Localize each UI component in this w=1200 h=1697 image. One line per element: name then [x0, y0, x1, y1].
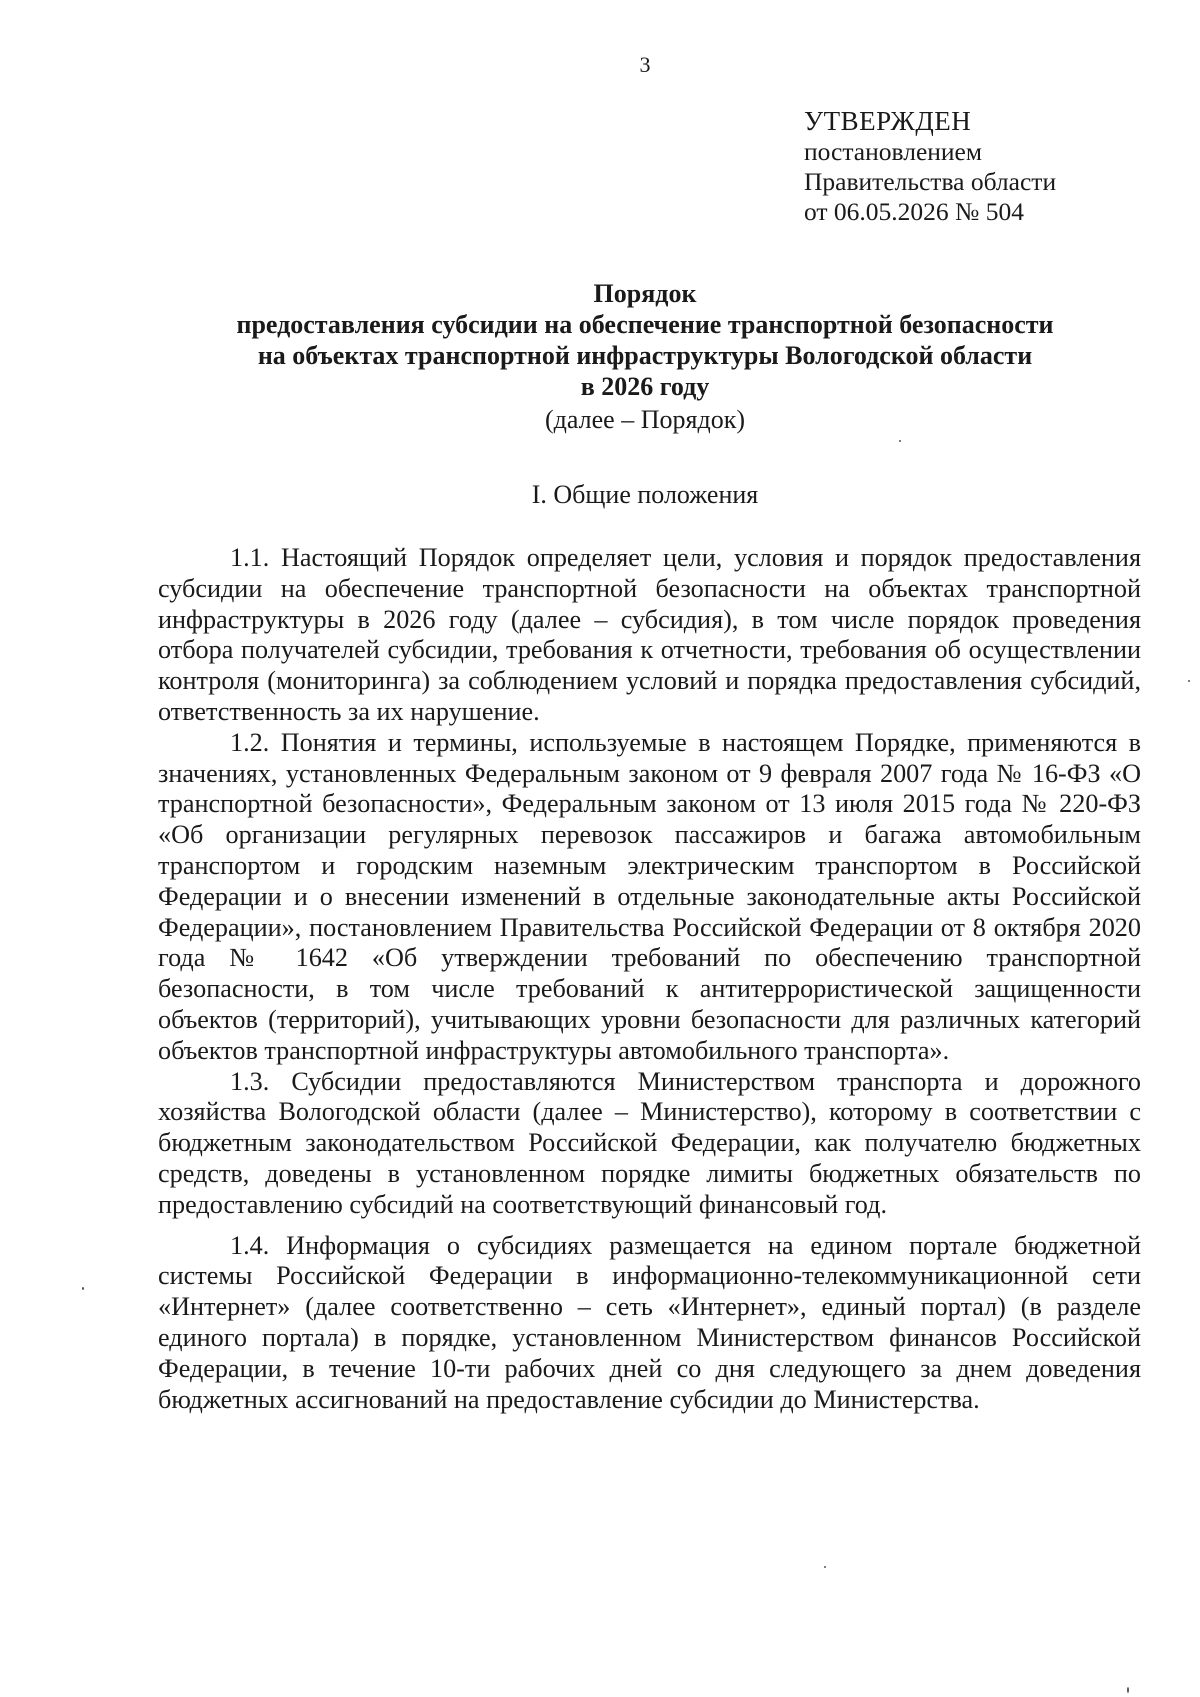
title-line: Порядок [593, 279, 697, 308]
approval-heading: УТВЕРЖДЕН [804, 106, 972, 136]
paragraph: 1.3. Субсидии предоставляются Министерством транспорта и дорожного хозяйства Вологодской области (далее – Министерство), которому в соответствии с бюджетным законодательством Российской Федерации, как получателю бюджетных средств, доведены в установленном порядке лимиты бюджетных обязательств по предоставлению субсидий на соответствующий финансовый год. [158, 1066, 1141, 1219]
approval-line: Правительства области [804, 167, 1057, 196]
title-line: на объектах транспортной инфраструктуры Вологодской области [257, 341, 1033, 370]
title-subtitle: (далее – Порядок) [545, 405, 745, 434]
section-heading: I. Общие положения [531, 480, 759, 509]
document-body [158, 543, 1141, 1415]
paragraph: 1.1. Настоящий Порядок определяет цели, условия и порядок предоставления субсидии на обеспечение транспортной безопасности на объектах транспортной инфраструктуры в 2026 году (далее – субсидия), в том числе порядок проведения отбора получателей субсидии, требования к отчетности, требования об осуществлении контроля (мониторинга) за соблюдением условий и порядка предоставления субсидий, ответственность за их нарушение. [158, 543, 1141, 726]
scan-speck [82, 1287, 84, 1290]
scan-speck [1188, 680, 1190, 682]
paragraph: 1.2. Понятия и термины, используемые в настоящем Порядке, применяются в значениях, установленных Федеральным законом от 9 февраля 2007 года № 16-ФЗ «О транспортной безопасности», Федеральным законом от 13 июля 2015 года № 220-ФЗ «Об организации регулярных перевозок пассажиров и багажа автомобильным транспортом и городским наземным электрическим транспортом в Российской Федерации и о внесении изменений в отдельные законодательные акты Российской Федерации», постановлением Правительства Российской Федерации от 8 октября 2020 года № 1642 «Об утверждении требований по обеспечению транспортной безопасности, в том числе требований к антитеррористической защищенности объектов (территорий), учитывающих уровни безопасности для различных категорий объектов транспортной инфраструктуры автомобильного транспорта». [158, 727, 1141, 1065]
scan-speck [824, 1566, 826, 1568]
scan-speck [899, 440, 901, 442]
approval-line: постановлением [804, 137, 983, 166]
approval-date-number: от 06.05.2026 № 504 [804, 197, 1025, 226]
paragraph: 1.4. Информация о субсидиях размещается на едином портале бюджетной системы Российской Федерации в информационно-телекоммуникационной сети «Интернет» (далее соответственно – сеть «Интернет», единый портал) (в разделе единого портала) в порядке, установленном Министерством финансов Российской Федерации, в течение 10-ти рабочих дней со дня следующего за днем доведения бюджетных ассигнований на предоставление субсидии до Министерства. [158, 1230, 1141, 1414]
title-line: предоставления субсидии на обеспечение транспортной безопасности [236, 310, 1054, 339]
document-title [200, 278, 1090, 435]
page-number: 3 [639, 52, 651, 77]
scan-speck [1127, 1687, 1129, 1693]
approval-stamp [804, 105, 1056, 227]
title-line: в 2026 году [580, 372, 710, 401]
